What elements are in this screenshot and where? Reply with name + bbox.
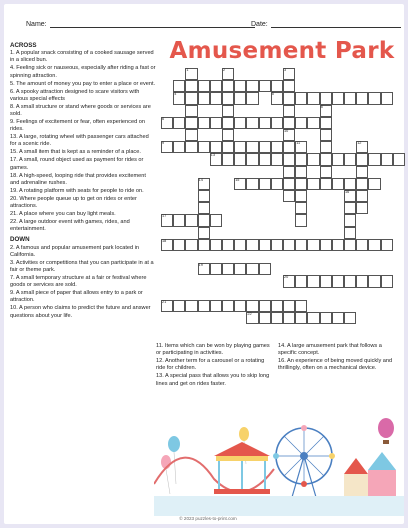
clues-left-column [10,42,156,321]
crossword-cell[interactable] [222,117,234,129]
crossword-cell[interactable] [234,239,246,251]
crossword-cell[interactable] [246,92,258,104]
crossword-cell[interactable] [381,92,393,104]
crossword-cell[interactable] [295,92,307,104]
crossword-cell[interactable] [271,312,283,324]
crossword-cell[interactable] [259,153,271,165]
crossword-cell[interactable] [222,263,234,275]
crossword-cell[interactable] [368,239,380,251]
crossword-cell[interactable] [344,202,356,214]
crossword-cell[interactable] [173,300,185,312]
copyright-footer: © 2023 puzzles-to-print.com [179,516,237,521]
crossword-cell[interactable] [283,166,295,178]
crossword-cell[interactable] [198,92,210,104]
crossword-cell[interactable] [320,92,332,104]
across-clue: 9. Feelings of excitement or fear, often experienced on rides. [10,119,145,133]
clue-number: 5 [271,92,274,97]
page-title: Amusement Park [169,38,395,64]
crossword-cell[interactable] [234,141,246,153]
crossword-cell[interactable] [259,141,271,153]
down-clue-list [10,245,156,320]
crossword-cell[interactable] [368,178,380,190]
crossword-cell[interactable] [295,117,307,129]
crossword-cell[interactable] [320,178,332,190]
across-clue: 21. A place where you can buy light meals. [10,211,116,218]
crossword-cell[interactable] [295,312,307,324]
crossword-cell[interactable] [283,300,295,312]
crossword-cell[interactable] [246,80,258,92]
across-clue: 22. A large outdoor event with games, rides, and entertainment. [10,219,130,233]
across-clue: 13. A large, rotating wheel with passenger cars attached for a scenic ride. [10,134,149,148]
down-clue-list-right [278,343,400,373]
crossword-cell[interactable] [344,92,356,104]
crossword-cell[interactable] [210,263,222,275]
crossword-cell[interactable] [271,153,283,165]
clue-number: 19 [198,263,203,268]
crossword-cell[interactable] [356,202,368,214]
crossword-cell[interactable] [198,141,210,153]
down-clue: 10. A person who claims to predict the future and answer questions about your life. [10,305,151,319]
crossword-cell[interactable] [283,80,295,92]
crossword-cell[interactable] [307,312,319,324]
crossword-cell[interactable] [234,92,246,104]
across-clue: 8. A small structure or stand where goods or services are sold. [10,103,151,118]
clue-number: 9 [162,141,165,146]
crossword-cell[interactable] [198,239,210,251]
crossword-cell[interactable] [185,300,197,312]
crossword-cell[interactable] [381,239,393,251]
clue-number: 3 [284,68,287,72]
crossword-cell[interactable] [356,239,368,251]
crossword-cell[interactable] [283,92,295,104]
crossword-cell[interactable] [198,227,210,239]
crossword-cell[interactable] [271,178,283,190]
crossword-cell[interactable] [320,239,332,251]
crossword-cell[interactable] [222,105,234,117]
crossword-cell[interactable] [344,227,356,239]
crossword-cell[interactable] [198,202,210,214]
crossword-cell[interactable] [344,275,356,287]
down-clue: 7. A small temporary structure at a fair or festival where goods or services are sold. [10,275,147,289]
crossword-cell[interactable] [173,141,185,153]
crossword-cell[interactable] [259,312,271,324]
crossword-cell[interactable] [295,275,307,287]
crossword-cell[interactable] [222,80,234,92]
clue-number: 22 [247,312,252,316]
crossword-cell[interactable] [307,239,319,251]
crossword-cell[interactable] [246,300,258,312]
clue-number: 1 [186,68,189,72]
crossword-cell[interactable] [320,141,332,153]
crossword-cell[interactable] [185,214,197,226]
date-label: Date: [251,21,268,28]
crossword-cell[interactable] [246,239,258,251]
crossword-cell[interactable] [368,92,380,104]
crossword-cell[interactable] [320,312,332,324]
clue-number: 14 [198,177,203,182]
crossword-cell[interactable] [344,239,356,251]
clue-number: 13 [210,153,216,158]
crossword-cell[interactable] [234,117,246,129]
crossword-cell[interactable] [222,153,234,165]
down-clue: 2. A famous and popular amusement park located in California. [10,244,140,258]
across-clue: 5. The amount of money you pay to enter a place or event. [10,80,156,87]
crossword-grid [159,68,406,338]
crossword-cell[interactable] [295,239,307,251]
crossword-cell[interactable] [185,141,197,153]
crossword-cell[interactable] [222,129,234,141]
across-clue: 17. A small, round object used as payment for rides or games. [10,157,144,171]
crossword-cell[interactable] [259,178,271,190]
crossword-cell[interactable] [198,80,210,92]
crossword-cell[interactable] [344,312,356,324]
crossword-cell[interactable] [259,300,271,312]
crossword-cell[interactable] [307,92,319,104]
crossword-cell[interactable] [320,129,332,141]
clue-number: 21 [162,299,167,304]
crossword-cell[interactable] [320,117,332,129]
across-clue-list [10,50,156,233]
crossword-cell[interactable] [210,239,222,251]
crossword-cell[interactable] [222,141,234,153]
crossword-cell[interactable] [283,153,295,165]
crossword-cell[interactable] [283,239,295,251]
crossword-cell[interactable] [259,263,271,275]
crossword-cell[interactable] [295,190,307,202]
crossword-cell[interactable] [320,275,332,287]
clue-number: 4 [174,92,177,97]
crossword-cell[interactable] [185,92,197,104]
crossword-cell[interactable] [222,300,234,312]
crossword-cell[interactable] [210,141,222,153]
crossword-cell[interactable] [356,92,368,104]
crossword-cell[interactable] [344,214,356,226]
crossword-cell[interactable] [307,153,319,165]
clue-number: 17 [162,214,167,219]
crossword-cell[interactable] [234,300,246,312]
crossword-cell[interactable] [356,275,368,287]
crossword-cell[interactable] [173,239,185,251]
crossword-cell[interactable] [259,239,271,251]
crossword-cell[interactable] [368,275,380,287]
clue-number: 2 [223,68,226,72]
crossword-cell[interactable] [198,300,210,312]
down-mid-clue: 11. Items which can be won by playing games or participating in activities. [156,343,270,357]
down-clue: 3. Activities or competitions that you can participate in at a fair or theme park. [10,259,154,274]
crossword-cell[interactable] [222,239,234,251]
down-mid-clue: 12. Another term for a carousel or a rotating ride for children. [156,358,265,372]
across-clue: 20. Where people queue up to get on rides or enter attractions. [10,195,137,210]
crossword-cell[interactable] [246,178,258,190]
crossword-cell[interactable] [295,300,307,312]
crossword-cell[interactable] [368,153,380,165]
crossword-cell[interactable] [393,153,405,165]
crossword-cell[interactable] [271,117,283,129]
down-right-clue: 14. A large amusement park that follows a specific concept. [278,343,382,357]
crossword-cell[interactable] [356,166,368,178]
crossword-cell[interactable] [210,300,222,312]
crossword-cell[interactable] [381,275,393,287]
worksheet [4,4,404,524]
crossword-cell[interactable] [271,239,283,251]
across-clue: 18. A high-speed, looping ride that provides excitement and adrenaline rushes. [10,172,146,186]
crossword-cell[interactable] [222,92,234,104]
crossword-cell[interactable] [332,312,344,324]
across-clue: 1. A popular snack consisting of a cooked sausage served in a sliced bun. [10,50,154,64]
crossword-cell[interactable] [198,117,210,129]
crossword-cell[interactable] [246,263,258,275]
crossword-cell[interactable] [283,117,295,129]
crossword-cell[interactable] [246,117,258,129]
crossword-cell[interactable] [198,190,210,202]
date-row [251,21,401,28]
crossword-cell[interactable] [295,153,307,165]
crossword-cell[interactable] [332,239,344,251]
crossword-cell[interactable] [185,239,197,251]
crossword-cell[interactable] [173,117,185,129]
crossword-cell[interactable] [271,141,283,153]
clue-number: 15 [235,177,240,182]
crossword-cell[interactable] [295,178,307,190]
crossword-cell[interactable] [381,153,393,165]
crossword-cell[interactable] [198,214,210,226]
crossword-cell[interactable] [307,117,319,129]
crossword-cell[interactable] [295,214,307,226]
crossword-cell[interactable] [332,178,344,190]
clue-number: 12 [357,141,362,146]
crossword-cell[interactable] [185,129,197,141]
clue-number: 8 [320,104,323,109]
crossword-cell[interactable] [356,178,368,190]
down-clue-list-middle [156,343,274,389]
crossword-cell[interactable] [246,153,258,165]
clue-number: 18 [162,238,167,243]
crossword-cell[interactable] [320,166,332,178]
across-clue: 6. A spooky attraction designed to scare visitors with various special effects [10,88,140,102]
crossword-cell[interactable] [320,153,332,165]
crossword-cell[interactable] [283,190,295,202]
crossword-cell[interactable] [210,92,222,104]
crossword-cell[interactable] [259,117,271,129]
crossword-cell[interactable] [185,117,197,129]
crossword-cell[interactable] [185,80,197,92]
clue-number: 20 [284,275,289,280]
across-heading: ACROSS [10,42,37,49]
crossword-cell[interactable] [173,214,185,226]
clue-number: 10 [284,129,289,133]
crossword-cell[interactable] [295,166,307,178]
crossword-cell[interactable] [246,141,258,153]
down-right-clue: 16. An experience of being moved quickly and thrillingly, often on a mechanical device. [278,358,393,372]
name-label: Name: [26,21,47,28]
clue-number: 6 [162,116,165,121]
crossword-cell[interactable] [271,300,283,312]
crossword-cell[interactable] [173,80,185,92]
crossword-cell[interactable] [307,178,319,190]
down-clue: 9. A small piece of paper that allows entry to a park or attraction. [10,290,143,304]
crossword-cell[interactable] [307,275,319,287]
crossword-cell[interactable] [234,80,246,92]
crossword-cell[interactable] [283,105,295,117]
crossword-cell[interactable] [234,263,246,275]
down-heading: DOWN [10,236,30,244]
crossword-cell[interactable] [356,190,368,202]
crossword-cell[interactable] [344,178,356,190]
crossword-cell[interactable] [332,153,344,165]
crossword-cell[interactable] [210,80,222,92]
crossword-cell[interactable] [283,312,295,324]
crossword-cell[interactable] [332,275,344,287]
crossword-cell[interactable] [356,153,368,165]
across-clue: 4. Feeling sick or nauseous, especially after riding a fast or spinning attraction. [10,65,156,79]
crossword-cell[interactable] [210,117,222,129]
crossword-cell[interactable] [283,141,295,153]
crossword-cell[interactable] [344,153,356,165]
crossword-cell[interactable] [283,178,295,190]
clue-number: 16 [345,190,350,194]
name-row [26,21,255,28]
crossword-cell[interactable] [271,80,283,92]
down-mid-clue: 13. A special pass that allows you to skip long lines and get on rides faster. [156,373,270,387]
crossword-cell[interactable] [259,80,271,92]
across-clue: 19. A rotating platform with seats for people to ride on. [10,187,144,194]
crossword-cell[interactable] [185,105,197,117]
date-field[interactable] [271,21,401,28]
name-field[interactable] [50,21,255,28]
across-clue: 15. A small item that is kept as a reminder of a place. [10,149,141,156]
crossword-cell[interactable] [234,153,246,165]
crossword-cell[interactable] [332,92,344,104]
crossword-cell[interactable] [210,214,222,226]
clue-number: 11 [296,141,301,146]
crossword-cell[interactable] [295,202,307,214]
amusement-park-illustration [154,414,404,516]
